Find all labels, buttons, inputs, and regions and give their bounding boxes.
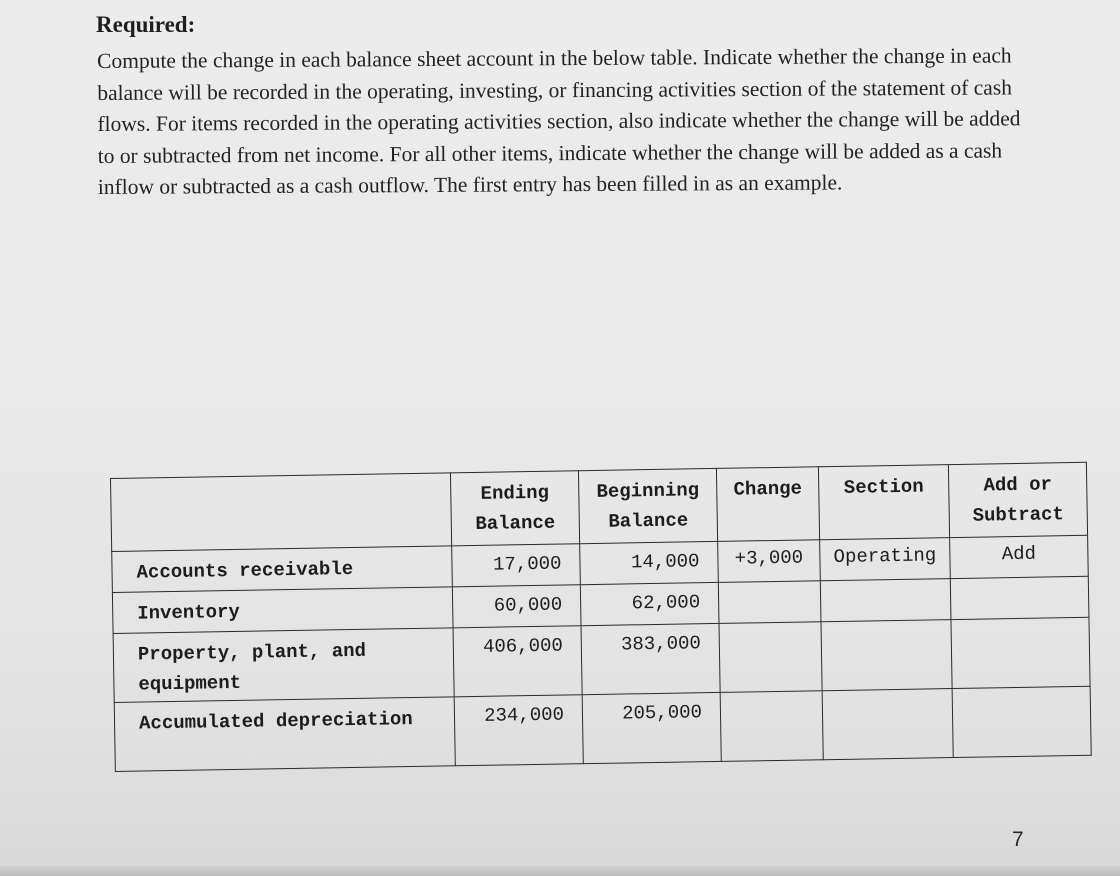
account-name: Inventory (112, 587, 453, 634)
beginning-balance: 62,000 (580, 582, 719, 625)
section-value (822, 689, 953, 760)
change-value (718, 581, 821, 624)
account-name: Accounts receivable (112, 546, 453, 593)
balance-sheet-table (110, 462, 1092, 772)
balance-sheet-table-wrapper (110, 462, 1091, 772)
page-bottom-edge (0, 866, 1120, 876)
section-value (821, 620, 952, 691)
beginning-balance: 14,000 (580, 541, 719, 584)
header-account (111, 473, 452, 552)
ending-balance: 234,000 (454, 695, 583, 766)
account-name: Property, plant, and equipment (113, 628, 454, 703)
account-name: Accumulated depreciation (114, 697, 455, 772)
bleed-through-text (110, 410, 1030, 428)
add-subtract-value (951, 617, 1090, 688)
table-row (114, 686, 1091, 771)
ending-balance: 60,000 (452, 585, 581, 628)
ending-balance: 17,000 (452, 544, 581, 587)
header-add-or-subtract: Add or Subtract (948, 462, 1087, 537)
add-subtract-value (952, 686, 1091, 757)
header-ending-balance: Ending Balance (450, 471, 579, 546)
header-beginning-balance: Beginning Balance (578, 468, 717, 543)
required-heading: Required: (96, 12, 196, 37)
header-change: Change (716, 467, 819, 542)
header-section: Section (818, 465, 949, 540)
change-value: +3,000 (718, 540, 821, 583)
beginning-balance: 205,000 (582, 692, 721, 763)
page-number: 7 (1012, 828, 1024, 851)
section-value: Operating (820, 538, 951, 581)
instructions-paragraph: Compute the change in each balance sheet account in the below table. Indicate whether the change in each balance will be recorded in the operating, investing, or financing activities section of the statement of cash flows. For items recorded in the operating activities section, also indicate whether the change will be added to or subtracted from net income. For all other items, indicate whether the change will be added as a cash inflow or subtracted as a cash outflow. The first entry has been filled in as an example. (97, 43, 1021, 199)
add-subtract-value (950, 576, 1089, 619)
change-value (719, 622, 822, 693)
ending-balance: 406,000 (453, 626, 582, 697)
add-subtract-value: Add (950, 535, 1089, 578)
change-value (720, 691, 823, 762)
beginning-balance: 383,000 (581, 623, 720, 694)
section-value (820, 579, 951, 622)
